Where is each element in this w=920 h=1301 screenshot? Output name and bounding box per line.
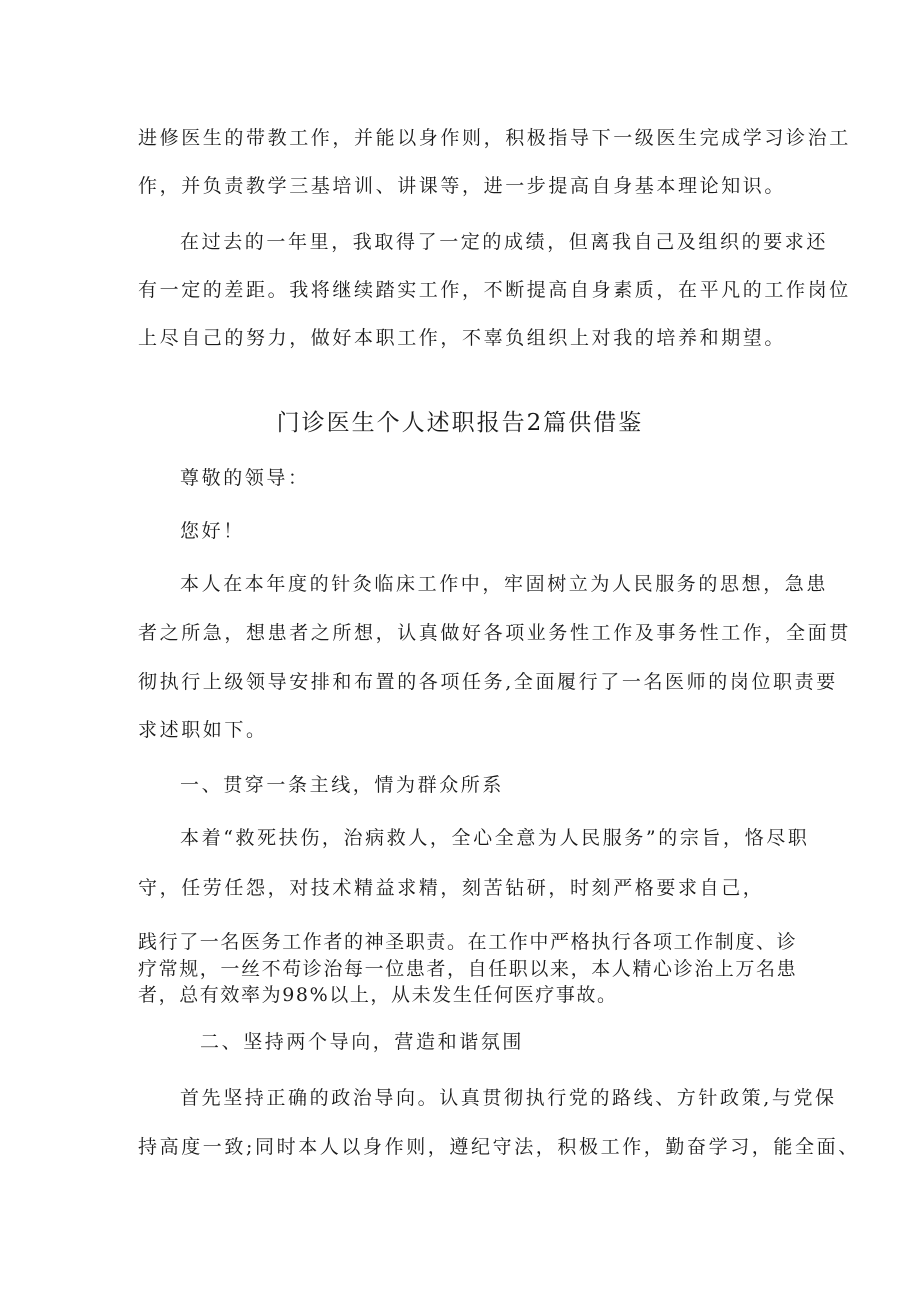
paragraph-line: 首先坚持正确的政治导向。认真贯彻执行党的路线、方针政策,与党保 (180, 1087, 837, 1109)
greeting: 您好！ (180, 520, 245, 542)
paragraph-line: 彻执行上级领导安排和布置的各项任务,全面履行了一名医师的岗位职责要 (138, 671, 838, 693)
document-title: 门诊医生个人述职报告2篇供借鉴 (276, 410, 644, 436)
paragraph-line: 进修医生的带教工作，并能以身作则，积极指导下一级医生完成学习诊治工 (138, 127, 851, 149)
salutation: 尊敬的领导： (180, 467, 310, 489)
paragraph-line: 作，并负责教学三基培训、讲课等，进一步提高自身基本理论知识。 (138, 175, 787, 197)
paragraph-line: 本着“救死扶伤，治病救人，全心全意为人民服务”的宗旨，恪尽职 (180, 827, 810, 849)
paragraph-line: 上尽自己的努力，做好本职工作，不辜负组织上对我的培养和期望。 (138, 327, 787, 349)
paragraph-line: 求述职如下。 (138, 719, 268, 741)
paragraph-line: 者，总有效率为98%以上，从未发生任何医疗事故。 (138, 984, 618, 1006)
paragraph-line: 者之所急，想患者之所想，认真做好各项业务性工作及事务性工作，全面贯 (138, 622, 851, 644)
paragraph-line: 在过去的一年里，我取得了一定的成绩，但离我自己及组织的要求还 (180, 231, 829, 253)
paragraph-line: 守，任劳任怨，对技术精益求精，刻苦钻研，时刻严格要求自己， (138, 877, 765, 899)
paragraph-line: 本人在本年度的针灸临床工作中，牢固树立为人民服务的思想，急患 (180, 573, 829, 595)
section-heading: 二、坚持两个导向，营造和谐氛围 (200, 1031, 525, 1053)
paragraph-line: 践行了一名医务工作者的神圣职责。在工作中严格执行各项工作制度、诊 (138, 931, 798, 953)
paragraph-line: 疗常规，一丝不苟诊治每一位患者，自任职以来，本人精心诊治上万名患 (138, 958, 798, 980)
paragraph-line: 有一定的差距。我将继续踏实工作，不断提高自身素质，在平凡的工作岗位 (138, 279, 851, 301)
section-heading: 一、贯穿一条主线，情为群众所系 (180, 774, 505, 796)
paragraph-line: 持高度一致;同时本人以身作则，遵纪守法，积极工作，勤奋学习，能全面、 (138, 1136, 860, 1158)
